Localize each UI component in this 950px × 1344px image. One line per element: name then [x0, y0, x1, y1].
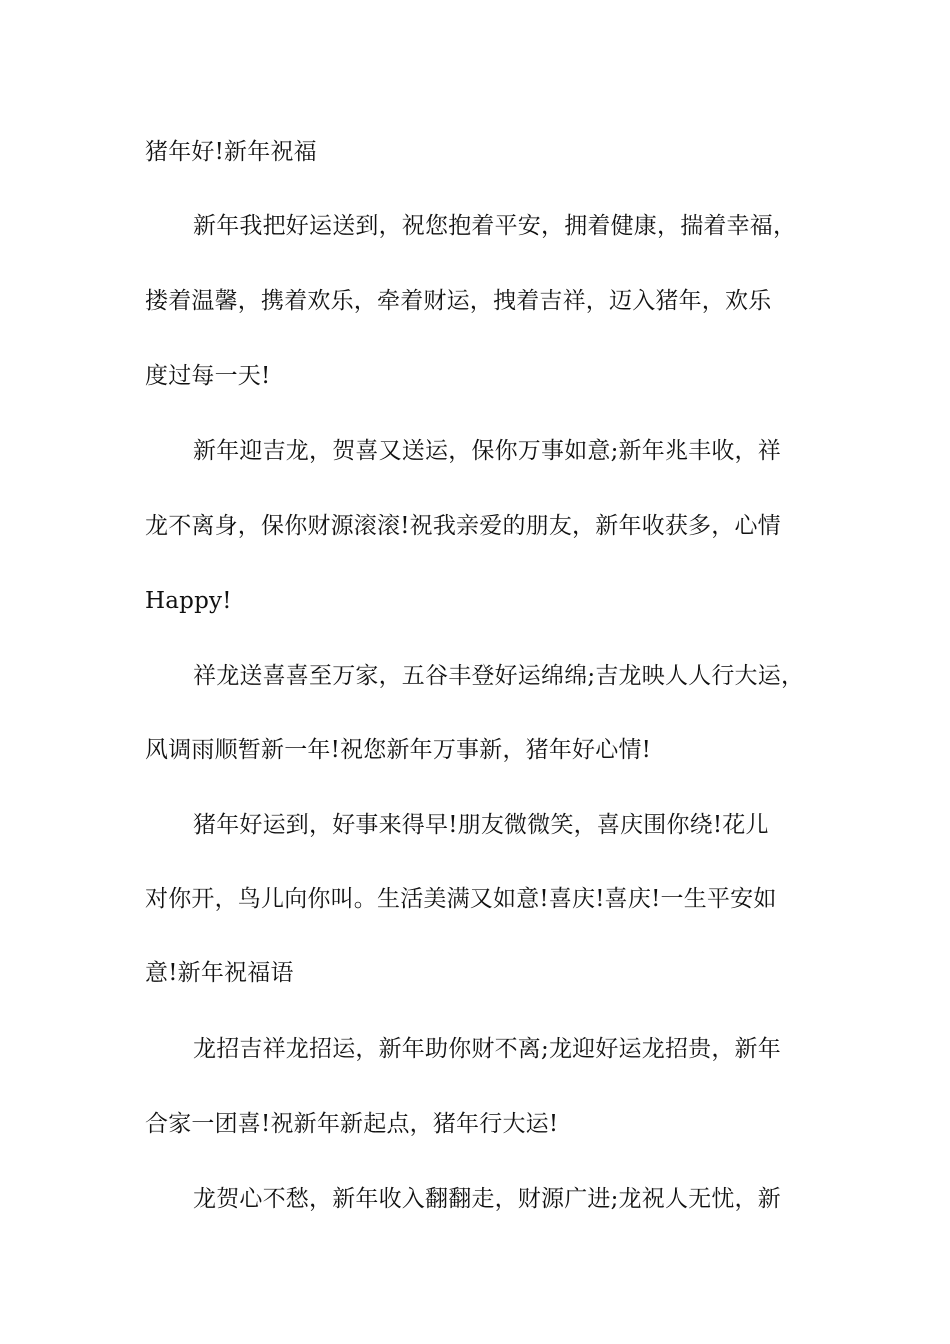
- paragraph-1-line-1: 新年我把好运送到，祝您抱着平安，拥着健康，揣着幸福，: [193, 213, 797, 239]
- paragraph-4-line-3: 意!新年祝福语: [145, 960, 294, 986]
- paragraph-2-line-1: 新年迎吉龙，贺喜又送运，保你万事如意;新年兆丰收，祥: [193, 438, 781, 464]
- paragraph-2-line-3: Happy!: [145, 588, 232, 614]
- paragraph-1-line-2: 搂着温馨，携着欢乐，牵着财运，拽着吉祥，迈入猪年，欢乐: [145, 288, 772, 314]
- paragraph-5-line-1: 龙招吉祥龙招运，新年助你财不离;龙迎好运龙招贵，新年: [193, 1036, 781, 1062]
- paragraph-5-line-2: 合家一团喜!祝新年新起点，猪年行大运!: [145, 1111, 559, 1137]
- paragraph-2-line-2: 龙不离身，保你财源滚滚!祝我亲爱的朋友，新年收获多，心情: [145, 513, 781, 539]
- paragraph-1-line-3: 度过每一天!: [145, 363, 271, 389]
- paragraph-3-line-1: 祥龙送喜喜至万家，五谷丰登好运绵绵;吉龙映人人行大运，: [193, 663, 805, 689]
- paragraph-4-line-2: 对你开，鸟儿向你叫。生活美满又如意!喜庆!喜庆!一生平安如: [145, 886, 777, 912]
- paragraph-6-line-1: 龙贺心不愁，新年收入翻翻走，财源广进;龙祝人无忧，新: [193, 1186, 781, 1212]
- document-title: 猪年好!新年祝福: [145, 139, 317, 165]
- paragraph-4-line-1: 猪年好运到，好事来得早!朋友微微笑，喜庆围你绕!花儿: [193, 812, 769, 838]
- paragraph-3-line-2: 风调雨顺暂新一年!祝您新年万事新，猪年好心情!: [145, 737, 652, 763]
